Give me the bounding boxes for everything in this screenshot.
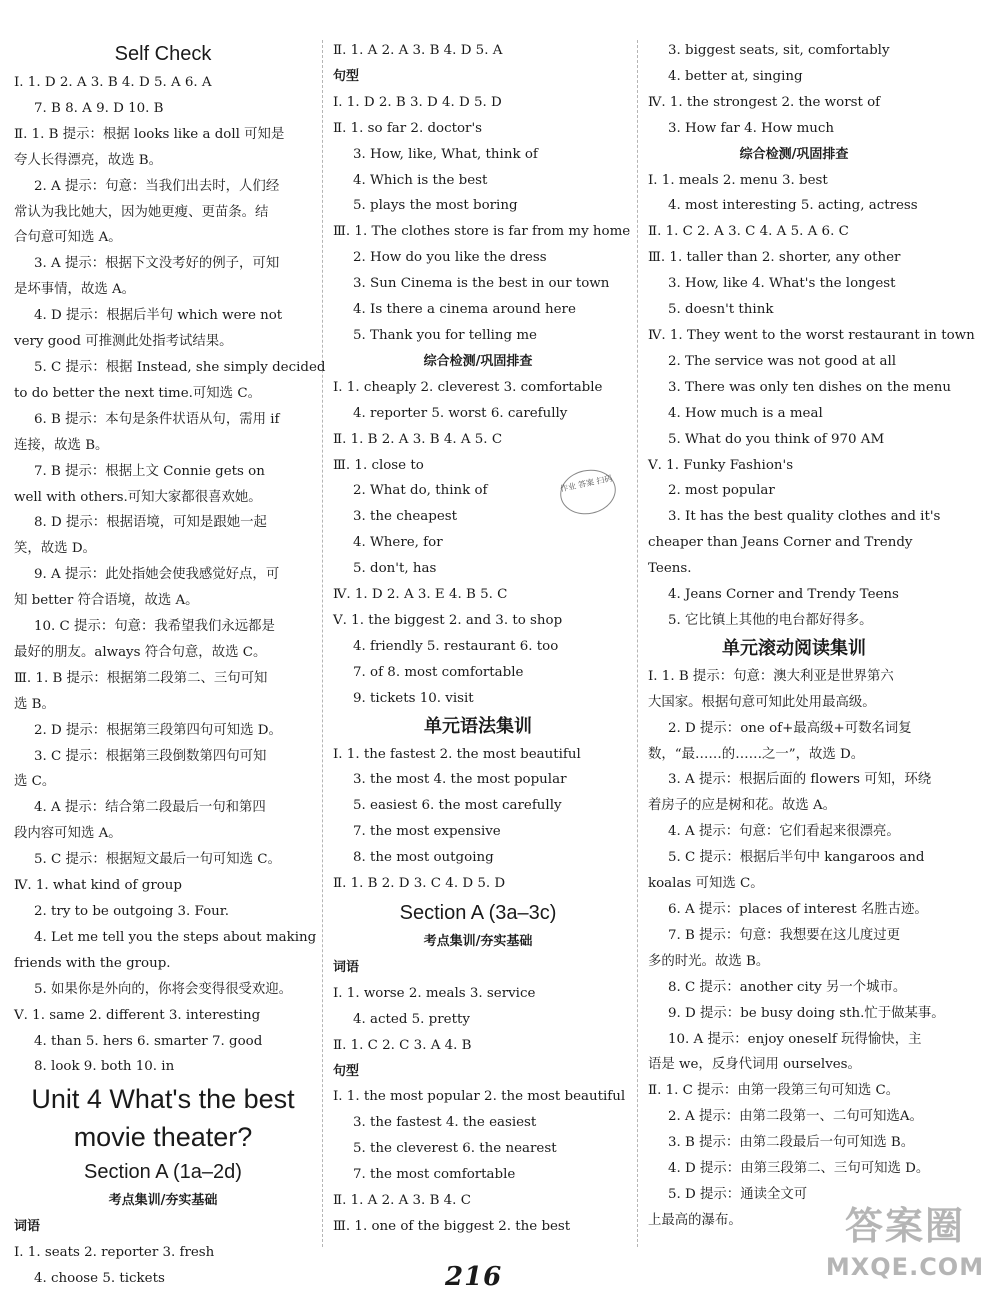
col3-line: 8. C 提示：another city 另一个城市。 — [668, 979, 907, 995]
col2-line: 3. How, like, What, think of — [353, 146, 538, 162]
col2-line: 7. of 8. most comfortable — [353, 664, 524, 680]
col3-line: 4. A 提示：句意：它们看起来很漂亮。 — [668, 824, 900, 840]
col3-line: 5. What do you think of 970 AM — [668, 431, 885, 447]
col2-line: 2. What do, think of — [353, 483, 488, 499]
col1-line: Ⅰ. 1. D 2. A 3. B 4. D 5. A 6. A — [14, 75, 212, 90]
col3-line: Ⅳ. 1. the strongest 2. the worst of — [648, 94, 881, 110]
col2-line: Ⅰ. 1. D 2. B 3. D 4. D 5. D — [333, 94, 502, 110]
col2-line: 3. the fastest 4. the easiest — [353, 1115, 537, 1131]
col2-line: 3. the cheapest — [353, 509, 457, 525]
col1-line: 词语 — [14, 1219, 41, 1235]
col3-line: 大国家。根据句意可知此处用最高级。 — [648, 694, 876, 710]
col1-line: 7. B 8. A 9. D 10. B — [34, 100, 164, 116]
col1-line: Unit 4 What's the best — [31, 1084, 295, 1115]
col3-line: Ⅲ. 1. taller than 2. shorter, any other — [648, 250, 901, 266]
watermark-logo — [810, 1200, 1000, 1299]
column-middle — [333, 38, 631, 1240]
col3-line: cheaper than Jeans Corner and Trendy — [648, 535, 913, 551]
col2-line: 3. the most 4. the most popular — [353, 772, 567, 788]
col1-line: very good 可推测此处指考试结果。 — [14, 334, 233, 350]
col1-line: 8. D 提示：根据语境，可知是跟她一起 — [34, 515, 267, 531]
col2-line: 5. don't, has — [353, 561, 437, 577]
col2-line: 4. Where, for — [353, 535, 443, 551]
page-number: 216 — [445, 1262, 503, 1292]
col3-line: 4. most interesting 5. acting, actress — [668, 198, 918, 214]
col1-line: 3. C 提示：根据第三段倒数第四句可知 — [34, 748, 267, 764]
col2-line: 单元语法集训 — [424, 715, 532, 737]
col1-line: 7. B 提示：根据上文 Connie gets on — [34, 463, 265, 479]
col1-line: friends with the group. — [14, 955, 171, 971]
col2-line: 词语 — [333, 959, 360, 975]
col1-line: Ⅲ. 1. B 提示：根据第二段第二、三句可知 — [14, 670, 268, 686]
col3-line: Ⅰ. 1. meals 2. menu 3. best — [648, 172, 828, 188]
col1-line: Section A (1a–2d) — [84, 1161, 242, 1184]
col1-line: Ⅰ. 1. seats 2. reporter 3. fresh — [14, 1245, 215, 1261]
column-right — [648, 38, 975, 1234]
col3-line: 3. How far 4. How much — [668, 120, 835, 136]
col2-line: Ⅲ. 1. one of the biggest 2. the best — [333, 1218, 571, 1234]
col1-line: 常认为我比她大，因为她更瘦、更苗条。结 — [14, 204, 269, 220]
col2-line: Ⅰ. 1. the fastest 2. the most beautiful — [333, 746, 581, 762]
col3-line: Ⅱ. 1. C 2. A 3. C 4. A 5. A 6. C — [648, 224, 849, 240]
col1-line: 5. C 提示：根据 Instead, she simply decided — [34, 359, 326, 375]
col1-line: Ⅳ. 1. what kind of group — [14, 878, 182, 894]
col1-line: 笑，故选 D。 — [14, 541, 96, 557]
col3-line: Ⅳ. 1. They went to the worst restaurant in town — [648, 327, 975, 343]
column-divider-1 — [322, 40, 323, 1247]
col3-line: 上最高的瀑布。 — [648, 1212, 742, 1228]
col3-line: 7. B 提示：句意：我想要在这儿度过更 — [668, 927, 900, 943]
col3-line: 4. Jeans Corner and Trendy Teens — [668, 587, 899, 603]
col3-line: 数，“最……的……之一”，故选 D。 — [648, 746, 865, 762]
col3-line: 6. A 提示：places of interest 名胜古迹。 — [668, 902, 928, 917]
column-left — [14, 38, 326, 1292]
col3-line: 3. B 提示：由第二段最后一句可知选 B。 — [668, 1135, 915, 1151]
column-divider-2 — [637, 40, 638, 1247]
col1-line: well with others.可知大家都很喜欢她。 — [14, 489, 262, 505]
col2-line: 4. friendly 5. restaurant 6. too — [353, 638, 559, 654]
col1-line: movie theater? — [73, 1122, 253, 1153]
col3-line: Ⅴ. 1. Funky Fashion's — [648, 457, 794, 473]
col3-line: 3. It has the best quality clothes and it's — [668, 509, 941, 525]
col2-line: Ⅲ. 1. close to — [333, 457, 424, 473]
col3-line: 10. A 提示：enjoy oneself 玩得愉快，主 — [668, 1031, 922, 1047]
col3-line: 语是 we，反身代词用 ourselves。 — [648, 1057, 861, 1073]
col2-line: 4. acted 5. pretty — [353, 1011, 470, 1027]
col2-line: Ⅰ. 1. worse 2. meals 3. service — [333, 985, 536, 1001]
col3-line: Ⅰ. 1. B 提示：句意：澳大利亚是世界第六 — [648, 668, 894, 684]
col1-line: 连接，故选 B。 — [14, 437, 109, 453]
col1-line: 夸人长得漂亮，故选 B。 — [14, 152, 163, 168]
col1-line: to do better the next time.可知选 C。 — [14, 385, 261, 401]
col2-line: Ⅱ. 1. C 2. C 3. A 4. B — [333, 1037, 472, 1053]
col2-line: 综合检测/巩固排查 — [423, 353, 533, 369]
col1-line: Ⅱ. 1. B 提示：根据 looks like a doll 可知是 — [14, 126, 285, 142]
col1-line: 段内容可知选 A。 — [14, 826, 122, 842]
col1-line: 8. look 9. both 10. in — [34, 1059, 175, 1075]
col2-line: Ⅱ. 1. A 2. A 3. B 4. D 5. A — [333, 43, 503, 58]
col1-line: 2. D 提示：根据第三段第四句可知选 D。 — [34, 722, 282, 738]
col3-line: 4. D 提示：由第三段第二、三句可知选 D。 — [668, 1161, 930, 1177]
col1-line: 6. B 提示：本句是条件状语从句，需用 if — [34, 411, 280, 427]
col2-line: 7. the most expensive — [353, 824, 501, 840]
col2-line: 9. tickets 10. visit — [353, 690, 474, 706]
col1-line: 4. D 提示：根据后半句 which were not — [34, 308, 283, 324]
col2-line: Ⅱ. 1. B 2. D 3. C 4. D 5. D — [333, 876, 506, 892]
col2-line: Section A (3a–3c) — [399, 902, 557, 924]
col3-line: 着房子的应是树和花。故选 A。 — [648, 798, 837, 814]
col2-line: 5. Thank you for telling me — [353, 327, 537, 343]
col2-line: Ⅰ. 1. the most popular 2. the most beautiful — [333, 1089, 626, 1105]
col3-line: 3. How, like 4. What's the longest — [668, 276, 896, 292]
col2-line: 4. Which is the best — [353, 172, 488, 188]
col1-line: 10. C 提示：句意：我希望我们永远都是 — [34, 619, 275, 635]
col1-line: 2. A 提示：句意：当我们出去时，人们经 — [34, 178, 280, 194]
col3-line: koalas 可知选 C。 — [648, 876, 764, 892]
col2-line: 5. plays the most boring — [353, 198, 518, 214]
col3-line: 5. doesn't think — [668, 302, 774, 318]
col2-line: 3. Sun Cinema is the best in our town — [353, 276, 610, 292]
col3-line: 2. most popular — [668, 483, 775, 499]
col2-line: 7. the most comfortable — [353, 1167, 516, 1183]
col1-line: 考点集训/夯实基础 — [108, 1193, 218, 1209]
col3-line: 4. better at, singing — [668, 68, 803, 84]
col1-line: 4. Let me tell you the steps about making — [34, 929, 317, 945]
col1-line: 最好的朋友。always 符合句意，故选 C。 — [14, 644, 267, 660]
col2-line: Ⅴ. 1. the biggest 2. and 3. to shop — [333, 612, 563, 628]
col1-line: 选 B。 — [14, 696, 55, 712]
col3-line: 单元滚动阅读集训 — [722, 637, 866, 659]
col1-line: 合句意可知选 A。 — [14, 230, 122, 246]
col1-line: 知 better 符合语境，故选 A。 — [14, 593, 199, 609]
col2-line: 考点集训/夯实基础 — [423, 934, 533, 949]
col1-line: Self Check — [114, 43, 212, 65]
col1-line: 4. choose 5. tickets — [34, 1271, 165, 1287]
col3-line: 2. A 提示：由第二段第一、二句可知选A。 — [668, 1109, 923, 1125]
col1-line: 4. than 5. hers 6. smarter 7. good — [34, 1033, 263, 1049]
watermark-cn: 答案圈 — [844, 1204, 965, 1248]
col2-line: Ⅱ. 1. B 2. A 3. B 4. A 5. C — [333, 431, 503, 447]
col2-line: 句型 — [333, 1063, 360, 1079]
col2-line: Ⅰ. 1. cheaply 2. cleverest 3. comfortable — [333, 379, 603, 395]
col3-line: 综合检测/巩固排查 — [739, 146, 849, 162]
col1-line: Ⅴ. 1. same 2. different 3. interesting — [14, 1007, 261, 1023]
col3-line: 3. A 提示：根据后面的 flowers 可知，环绕 — [668, 772, 932, 788]
col3-line: 5. 它比镇上其他的电台都好得多。 — [668, 612, 873, 628]
col3-line: 3. There was only ten dishes on the menu — [668, 379, 952, 395]
col3-line: 5. D 提示：通读全文可 — [668, 1186, 808, 1202]
col2-line: 8. the most outgoing — [353, 850, 494, 866]
col3-line: 9. D 提示：be busy doing sth.忙于做某事。 — [668, 1005, 945, 1021]
col2-line: Ⅳ. 1. D 2. A 3. E 4. B 5. C — [333, 587, 508, 603]
col2-line: 4. reporter 5. worst 6. carefully — [353, 405, 568, 421]
col3-line: 2. D 提示：one of+最高级+可数名词复 — [668, 720, 912, 736]
col1-line: 9. A 提示：此处指她会使我感觉好点，可 — [34, 567, 280, 583]
col3-line: Ⅱ. 1. C 提示：由第一段第三句可知选 C。 — [648, 1083, 900, 1099]
col2-line: Ⅲ. 1. The clothes store is far from my home — [333, 224, 631, 240]
col3-line: 3. biggest seats, sit, comfortably — [668, 43, 890, 58]
col2-line: Ⅱ. 1. so far 2. doctor's — [333, 120, 482, 136]
col2-line: 2. How do you like the dress — [353, 250, 547, 266]
col3-line: 5. C 提示：根据后半句中 kangaroos and — [668, 850, 925, 866]
col1-line: 2. try to be outgoing 3. Four. — [34, 904, 229, 919]
col2-line: 5. the cleverest 6. the nearest — [353, 1141, 557, 1157]
stamp-seal: 作业 答案 扫码 — [556, 465, 620, 520]
watermark-url: MXQE.COM — [825, 1253, 985, 1281]
col2-line: 5. easiest 6. the most carefully — [353, 798, 562, 814]
col3-line: 4. How much is a meal — [668, 405, 823, 421]
col3-line: 2. The service was not good at all — [668, 353, 897, 369]
col2-line: 句型 — [333, 68, 360, 84]
col1-line: 是坏事情，故选 A。 — [14, 282, 136, 298]
col1-line: 4. A 提示：结合第二段最后一句和第四 — [34, 800, 266, 816]
col3-line: 多的时光。故选 B。 — [648, 953, 770, 969]
col1-line: 5. 如果你是外向的，你将会变得很受欢迎。 — [34, 981, 293, 997]
col1-line: 3. A 提示：根据下文没考好的例子，可知 — [34, 256, 280, 272]
col1-line: 选 C。 — [14, 774, 56, 790]
col1-line: 5. C 提示：根据短文最后一句可知选 C。 — [34, 852, 281, 868]
col2-line: Ⅱ. 1. A 2. A 3. B 4. C — [333, 1193, 471, 1209]
col3-line: Teens. — [648, 561, 692, 577]
col2-line: 4. Is there a cinema around here — [353, 302, 576, 318]
